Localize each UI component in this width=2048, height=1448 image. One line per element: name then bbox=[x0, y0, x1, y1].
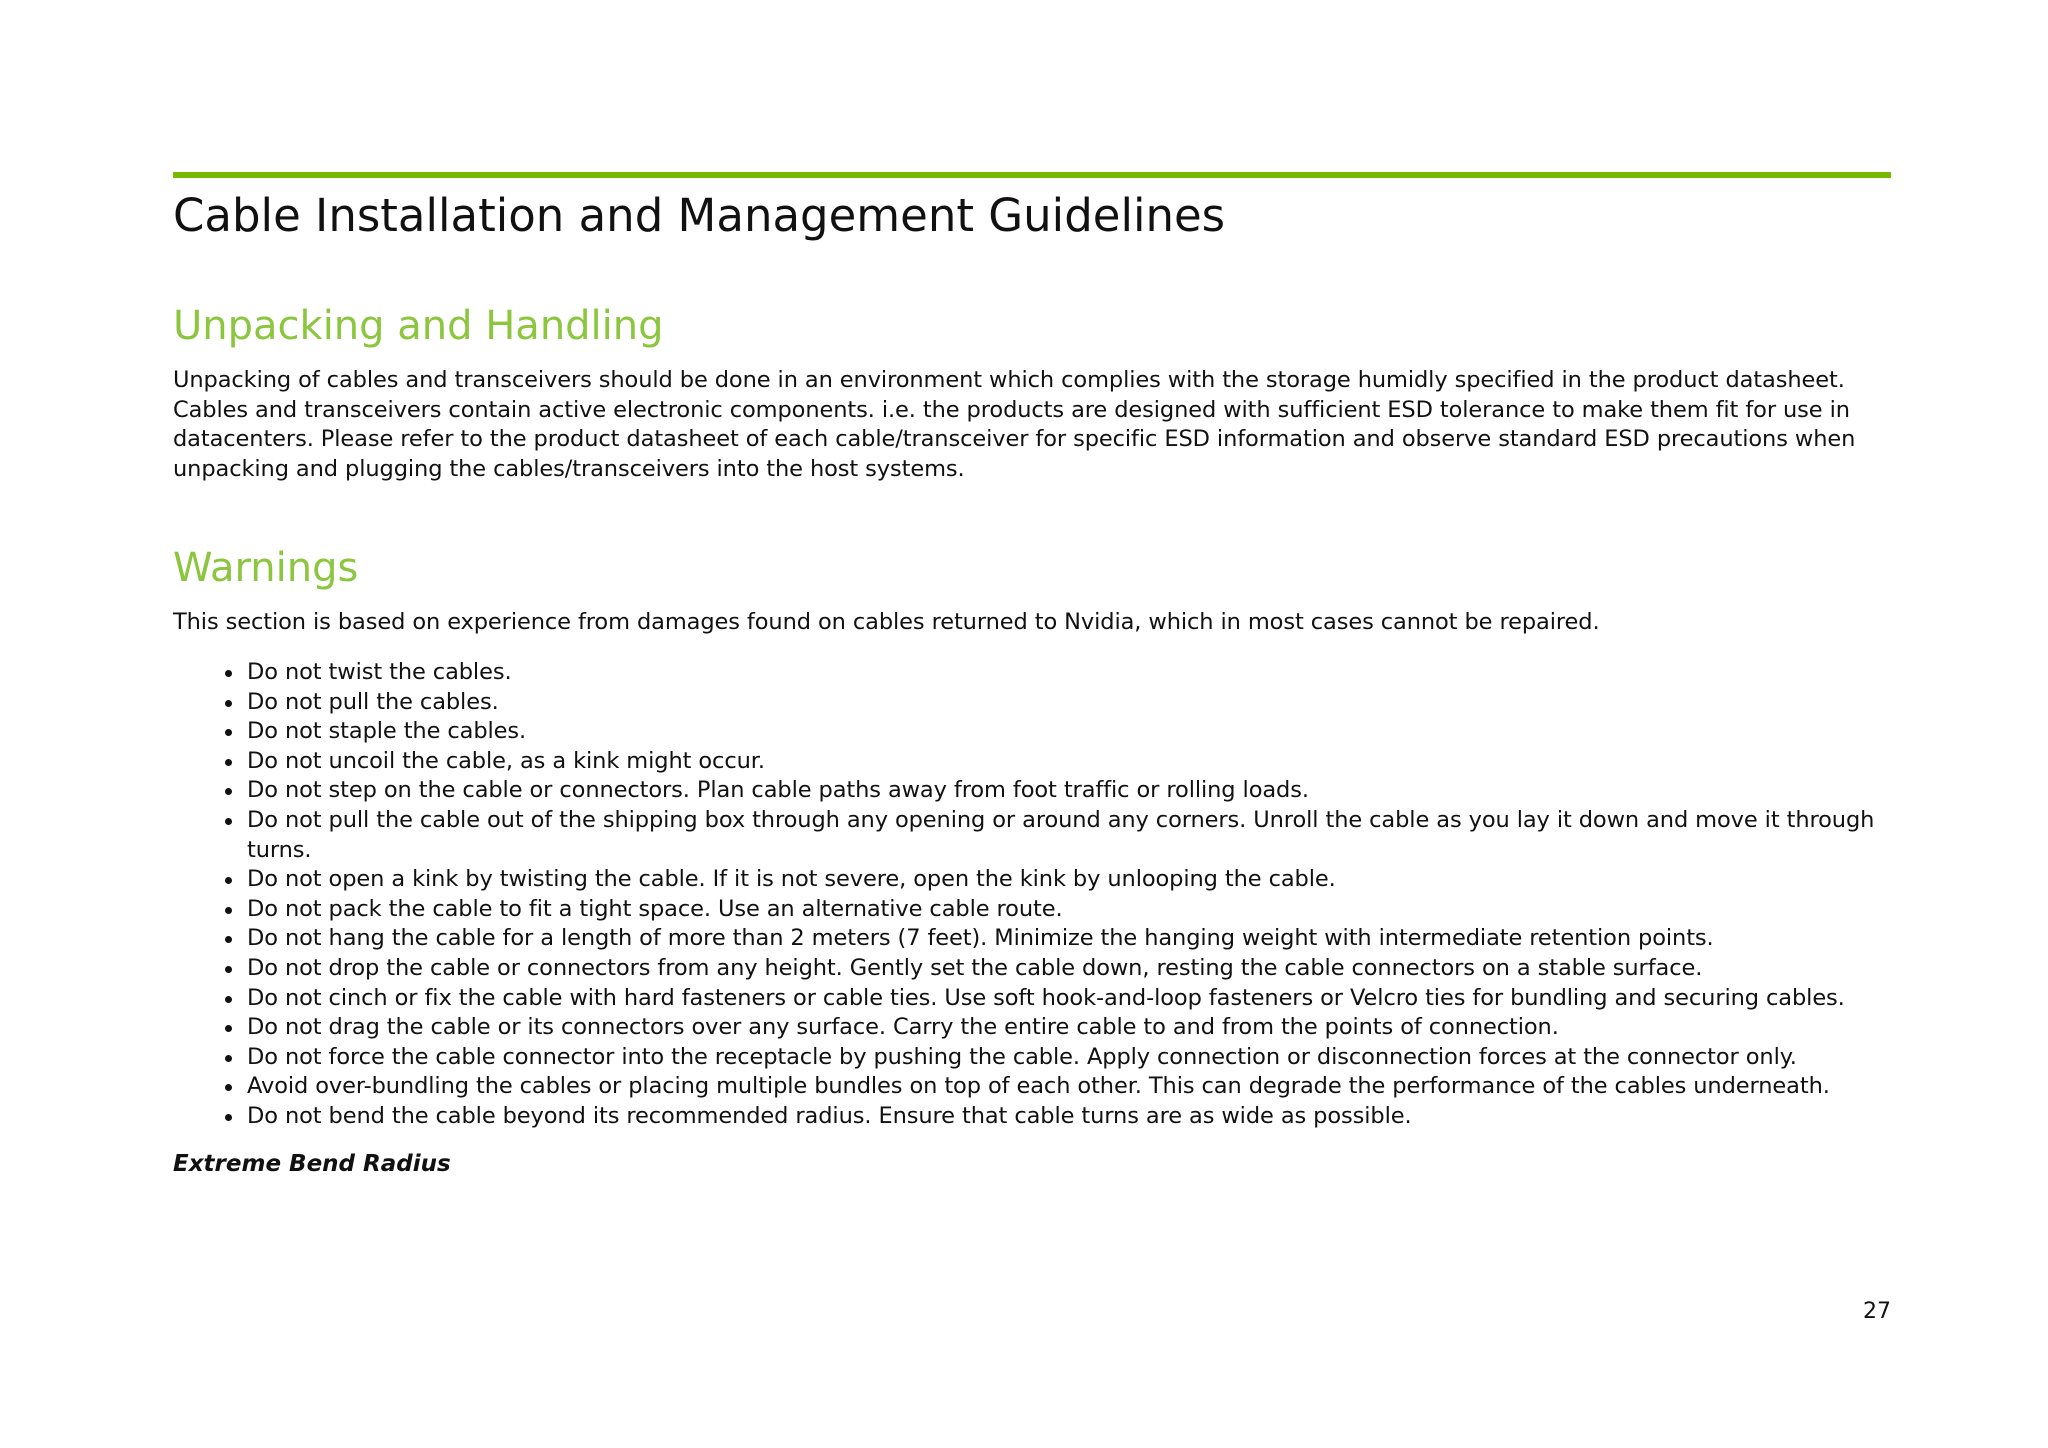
paragraph-line: unpacking and plugging the cables/transceivers into the host systems. bbox=[173, 455, 965, 482]
top-accent-rule bbox=[173, 172, 1891, 178]
list-item bbox=[173, 658, 1891, 688]
list-item-text: Do not pull the cables. bbox=[247, 688, 499, 715]
list-item-text: Do not pack the cable to fit a tight space. Use an alternative cable route. bbox=[247, 895, 1063, 922]
paragraph-line: Cables and transceivers contain active electronic components. i.e. the products are designed with sufficient ESD tolerance to make them fit for use in bbox=[173, 396, 1850, 423]
list-item bbox=[173, 1072, 1891, 1102]
list-item bbox=[173, 1043, 1891, 1073]
page-title: Cable Installation and Management Guidelines bbox=[173, 189, 1226, 242]
bullet-dot bbox=[225, 877, 232, 884]
list-item-text: Avoid over-bundling the cables or placing multiple bundles on top of each other. This can degrade the performance of the cables underneath. bbox=[247, 1073, 1830, 1100]
paragraph-line: Unpacking of cables and transceivers should be done in an environment which complies with the storage humidly specified in the product datasheet. bbox=[173, 367, 1845, 393]
list-item-text: Do not staple the cables. bbox=[247, 718, 527, 745]
bullet-dot bbox=[225, 700, 232, 707]
section-heading-warnings: Warnings bbox=[173, 545, 359, 592]
list-item bbox=[173, 747, 1891, 777]
list-item-text: Do not cinch or fix the cable with hard fasteners or cable ties. Use soft hook-and-loop fasteners or Velcro ties for bundling and securing cables. bbox=[247, 984, 1845, 1011]
bullet-dot bbox=[225, 788, 232, 795]
list-item-text: Do not step on the cable or connectors. Plan cable paths away from foot traffic or rolling loads. bbox=[247, 777, 1309, 804]
bullet-dot bbox=[225, 818, 232, 825]
bullet-dot bbox=[225, 966, 232, 973]
list-item bbox=[173, 924, 1891, 954]
list-item bbox=[173, 688, 1891, 718]
list-item-text: Do not force the cable connector into the receptacle by pushing the cable. Apply connection or disconnection forces at the connector only. bbox=[247, 1043, 1797, 1070]
bullet-dot bbox=[225, 729, 232, 736]
bullet-dot bbox=[225, 936, 232, 943]
bullet-dot bbox=[225, 1025, 232, 1032]
list-item-text: Do not drag the cable or its connectors over any surface. Carry the entire cable to and from the points of connection. bbox=[247, 1014, 1559, 1041]
list-item bbox=[173, 776, 1891, 806]
list-item bbox=[173, 806, 1891, 865]
page-number: 27 bbox=[1863, 1299, 1891, 1324]
bullet-dot bbox=[225, 1055, 232, 1062]
list-item-text: Do not hang the cable for a length of more than 2 meters (7 feet). Minimize the hanging weight with intermediate retention points. bbox=[247, 925, 1714, 952]
paragraph-line: datacenters. Please refer to the product datasheet of each cable/transceiver for specific ESD information and observe standard ESD precautions when bbox=[173, 426, 1856, 453]
bullet-dot bbox=[225, 1114, 232, 1121]
list-item bbox=[173, 717, 1891, 747]
bullet-dot bbox=[225, 670, 232, 677]
list-item-text: Do not uncoil the cable, as a kink might occur. bbox=[247, 747, 765, 774]
list-item-text: Do not open a kink by twisting the cable. If it is not severe, open the kink by unlooping the cable. bbox=[247, 866, 1336, 893]
list-item-text: Do not pull the cable out of the shipping box through any opening or around any corners. Unroll the cable as you lay it down and move it through turns. bbox=[247, 806, 1875, 863]
list-item bbox=[173, 954, 1891, 984]
unpacking-paragraph bbox=[173, 366, 1891, 484]
list-item bbox=[173, 865, 1891, 895]
list-item-text: Do not bend the cable beyond its recommended radius. Ensure that cable turns are as wide as possible. bbox=[247, 1102, 1412, 1129]
bullet-dot bbox=[225, 759, 232, 766]
list-item-text: Do not drop the cable or connectors from any height. Gently set the cable down, resting the cable connectors on a stable surface. bbox=[247, 954, 1703, 981]
subheading-extreme-bend-radius: Extreme Bend Radius bbox=[173, 1151, 451, 1178]
list-item bbox=[173, 1013, 1891, 1043]
list-item bbox=[173, 1102, 1891, 1132]
bullet-dot bbox=[225, 1084, 232, 1091]
list-item-text: Do not twist the cables. bbox=[247, 658, 512, 685]
warnings-intro: This section is based on experience from damages found on cables returned to Nvidia, which in most cases cannot be repaired. bbox=[173, 609, 1600, 636]
section-heading-unpacking: Unpacking and Handling bbox=[173, 303, 664, 349]
list-item bbox=[173, 984, 1891, 1014]
bullet-dot bbox=[225, 907, 232, 914]
list-item bbox=[173, 895, 1891, 925]
bullet-dot bbox=[225, 996, 232, 1003]
warnings-list bbox=[173, 658, 1891, 1132]
document-page bbox=[173, 172, 1891, 1179]
